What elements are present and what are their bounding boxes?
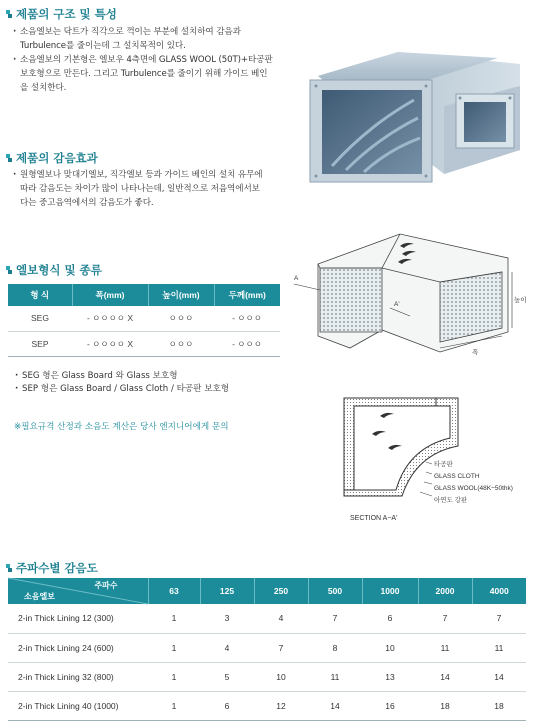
section-title-types — [6, 262, 102, 278]
value-cell: 7 — [418, 604, 472, 633]
header-height: 높이(mm) — [148, 284, 214, 306]
value-cell: 10 — [254, 662, 308, 691]
table-row — [8, 662, 526, 691]
value-cell: 10 — [362, 633, 418, 662]
corner-freq-label: 주파수 — [94, 581, 118, 590]
effect-line: 따라 감음도는 차이가 많이 나타나는데, 일반적으로 저음역에서보 — [20, 184, 260, 194]
table-header-row — [8, 284, 280, 306]
value-cell: 13 — [362, 662, 418, 691]
table-row — [8, 691, 526, 720]
value-cell: 11 — [418, 633, 472, 662]
value-cell: 1 — [148, 604, 200, 633]
row-label: 2-in Thick Lining 32 (800) — [8, 662, 148, 691]
table-row — [8, 604, 526, 633]
value-cell: 11 — [472, 633, 526, 662]
inquiry-note: ※필요규격 산정과 소음도 계산은 당사 엔지니어에게 문의 — [14, 422, 229, 432]
section-label: SECTION A−A' — [350, 515, 398, 522]
freq-header: 4000 — [472, 578, 526, 604]
elbow-duct-photo — [288, 46, 524, 186]
structure-line: 보호형으로 만든다. 그리고 Turbulence를 줄이기 위해 가이드 베인 — [20, 69, 268, 79]
value-cell: 8 — [308, 633, 362, 662]
freq-header: 2000 — [418, 578, 472, 604]
header-thickness: 두께(mm) — [214, 284, 280, 306]
table-row — [8, 306, 280, 331]
structure-line: 을 설치한다. — [20, 83, 67, 93]
cell-type: SEG — [8, 306, 72, 331]
row-label: 2-in Thick Lining 12 (300) — [8, 604, 148, 633]
section-marker-icon — [6, 9, 12, 19]
cell-width: - ㅇㅇㅇㅇ X — [72, 306, 148, 331]
type-note: · SEP 형은 Glass Board / Glass Cloth / 타공판 보호형 — [14, 383, 229, 396]
effect-line: 다는 중고음역에서의 감음도가 좋다. — [20, 198, 154, 208]
corner-elbow-label: 소음엘보 — [24, 592, 55, 601]
cell-height: ㅇㅇㅇ — [148, 306, 214, 331]
value-cell: 7 — [308, 604, 362, 633]
value-cell: 12 — [254, 691, 308, 720]
elbow-type-table — [8, 284, 280, 357]
row-label: 2-in Thick Lining 40 (1000) — [8, 691, 148, 720]
value-cell: 4 — [254, 604, 308, 633]
header-width: 폭(mm) — [72, 284, 148, 306]
section-marker-icon — [6, 153, 12, 163]
value-cell: 3 — [200, 604, 254, 633]
table-row — [8, 633, 526, 662]
value-cell: 1 — [148, 633, 200, 662]
effect-paragraph — [12, 168, 288, 210]
height-label: 높이 — [514, 297, 527, 304]
value-cell: 1 — [148, 662, 200, 691]
value-cell: 14 — [472, 662, 526, 691]
freq-header: 250 — [254, 578, 308, 604]
value-cell: 14 — [418, 662, 472, 691]
header-type: 형 식 — [8, 284, 72, 306]
value-cell: 1 — [148, 691, 200, 720]
section-title-effect — [6, 150, 98, 166]
value-cell: 14 — [308, 691, 362, 720]
legend-perforated: 타공판 — [434, 461, 453, 468]
value-cell: 11 — [308, 662, 362, 691]
frequency-attenuation-table — [8, 578, 526, 721]
section-aa-diagram — [340, 392, 530, 528]
table-row — [8, 331, 280, 356]
value-cell: 18 — [418, 691, 472, 720]
cell-thickness: - ㅇㅇㅇ — [214, 306, 280, 331]
freq-header: 500 — [308, 578, 362, 604]
legend-glass-wool: GLASS WOOL(48K−50thk) — [434, 485, 513, 492]
section-title-frequency — [6, 560, 98, 576]
width-label: 폭 — [472, 349, 479, 356]
section-mark-a: A — [294, 275, 299, 282]
type-note: · SEG 형은 Glass Board 와 Glass 보호형 — [14, 370, 229, 383]
type-notes — [14, 370, 229, 396]
structure-line: · 소음엘보의 기본형은 엘보우 4측면에 GLASS WOOL (50T)+타공판 — [12, 53, 288, 67]
effect-line: · 원형엘보나 맞대기엘보, 직각엘보 등과 가이드 베인의 설치 유무에 — [12, 168, 288, 182]
legend-galvanized: 아연도 강판 — [434, 497, 468, 504]
cell-width: - ㅇㅇㅇㅇ X — [72, 331, 148, 356]
table-header-row — [8, 578, 526, 604]
cell-thickness: - ㅇㅇㅇ — [214, 331, 280, 356]
frequency-title-text: 주파수별 감음도 — [16, 561, 98, 575]
section-title-structure — [6, 6, 117, 22]
types-title-text: 엘보형식 및 종류 — [16, 263, 102, 277]
structure-paragraph — [12, 25, 288, 95]
value-cell: 5 — [200, 662, 254, 691]
value-cell: 6 — [200, 691, 254, 720]
value-cell: 4 — [200, 633, 254, 662]
effect-title-text: 제품의 감음효과 — [16, 151, 98, 165]
row-label: 2-in Thick Lining 24 (600) — [8, 633, 148, 662]
structure-title-text: 제품의 구조 및 특성 — [16, 7, 117, 21]
elbow-dimension-diagram — [290, 228, 527, 368]
corner-header — [8, 578, 148, 604]
structure-line: · 소음엘보는 닥트가 직각으로 꺽이는 부분에 설치하여 감음과 — [12, 25, 288, 39]
section-mark-a-prime: A' — [394, 301, 400, 308]
cell-type: SEP — [8, 331, 72, 356]
structure-line: Turbulence를 줄이는데 그 설치목적이 있다. — [20, 41, 186, 51]
freq-header: 1000 — [362, 578, 418, 604]
section-marker-icon — [6, 265, 12, 275]
value-cell: 16 — [362, 691, 418, 720]
value-cell: 6 — [362, 604, 418, 633]
cell-height: ㅇㅇㅇ — [148, 331, 214, 356]
legend-glass-cloth: GLASS CLOTH — [434, 473, 480, 480]
section-marker-icon — [6, 563, 12, 573]
freq-header: 125 — [200, 578, 254, 604]
value-cell: 18 — [472, 691, 526, 720]
freq-header: 63 — [148, 578, 200, 604]
value-cell: 7 — [254, 633, 308, 662]
value-cell: 7 — [472, 604, 526, 633]
